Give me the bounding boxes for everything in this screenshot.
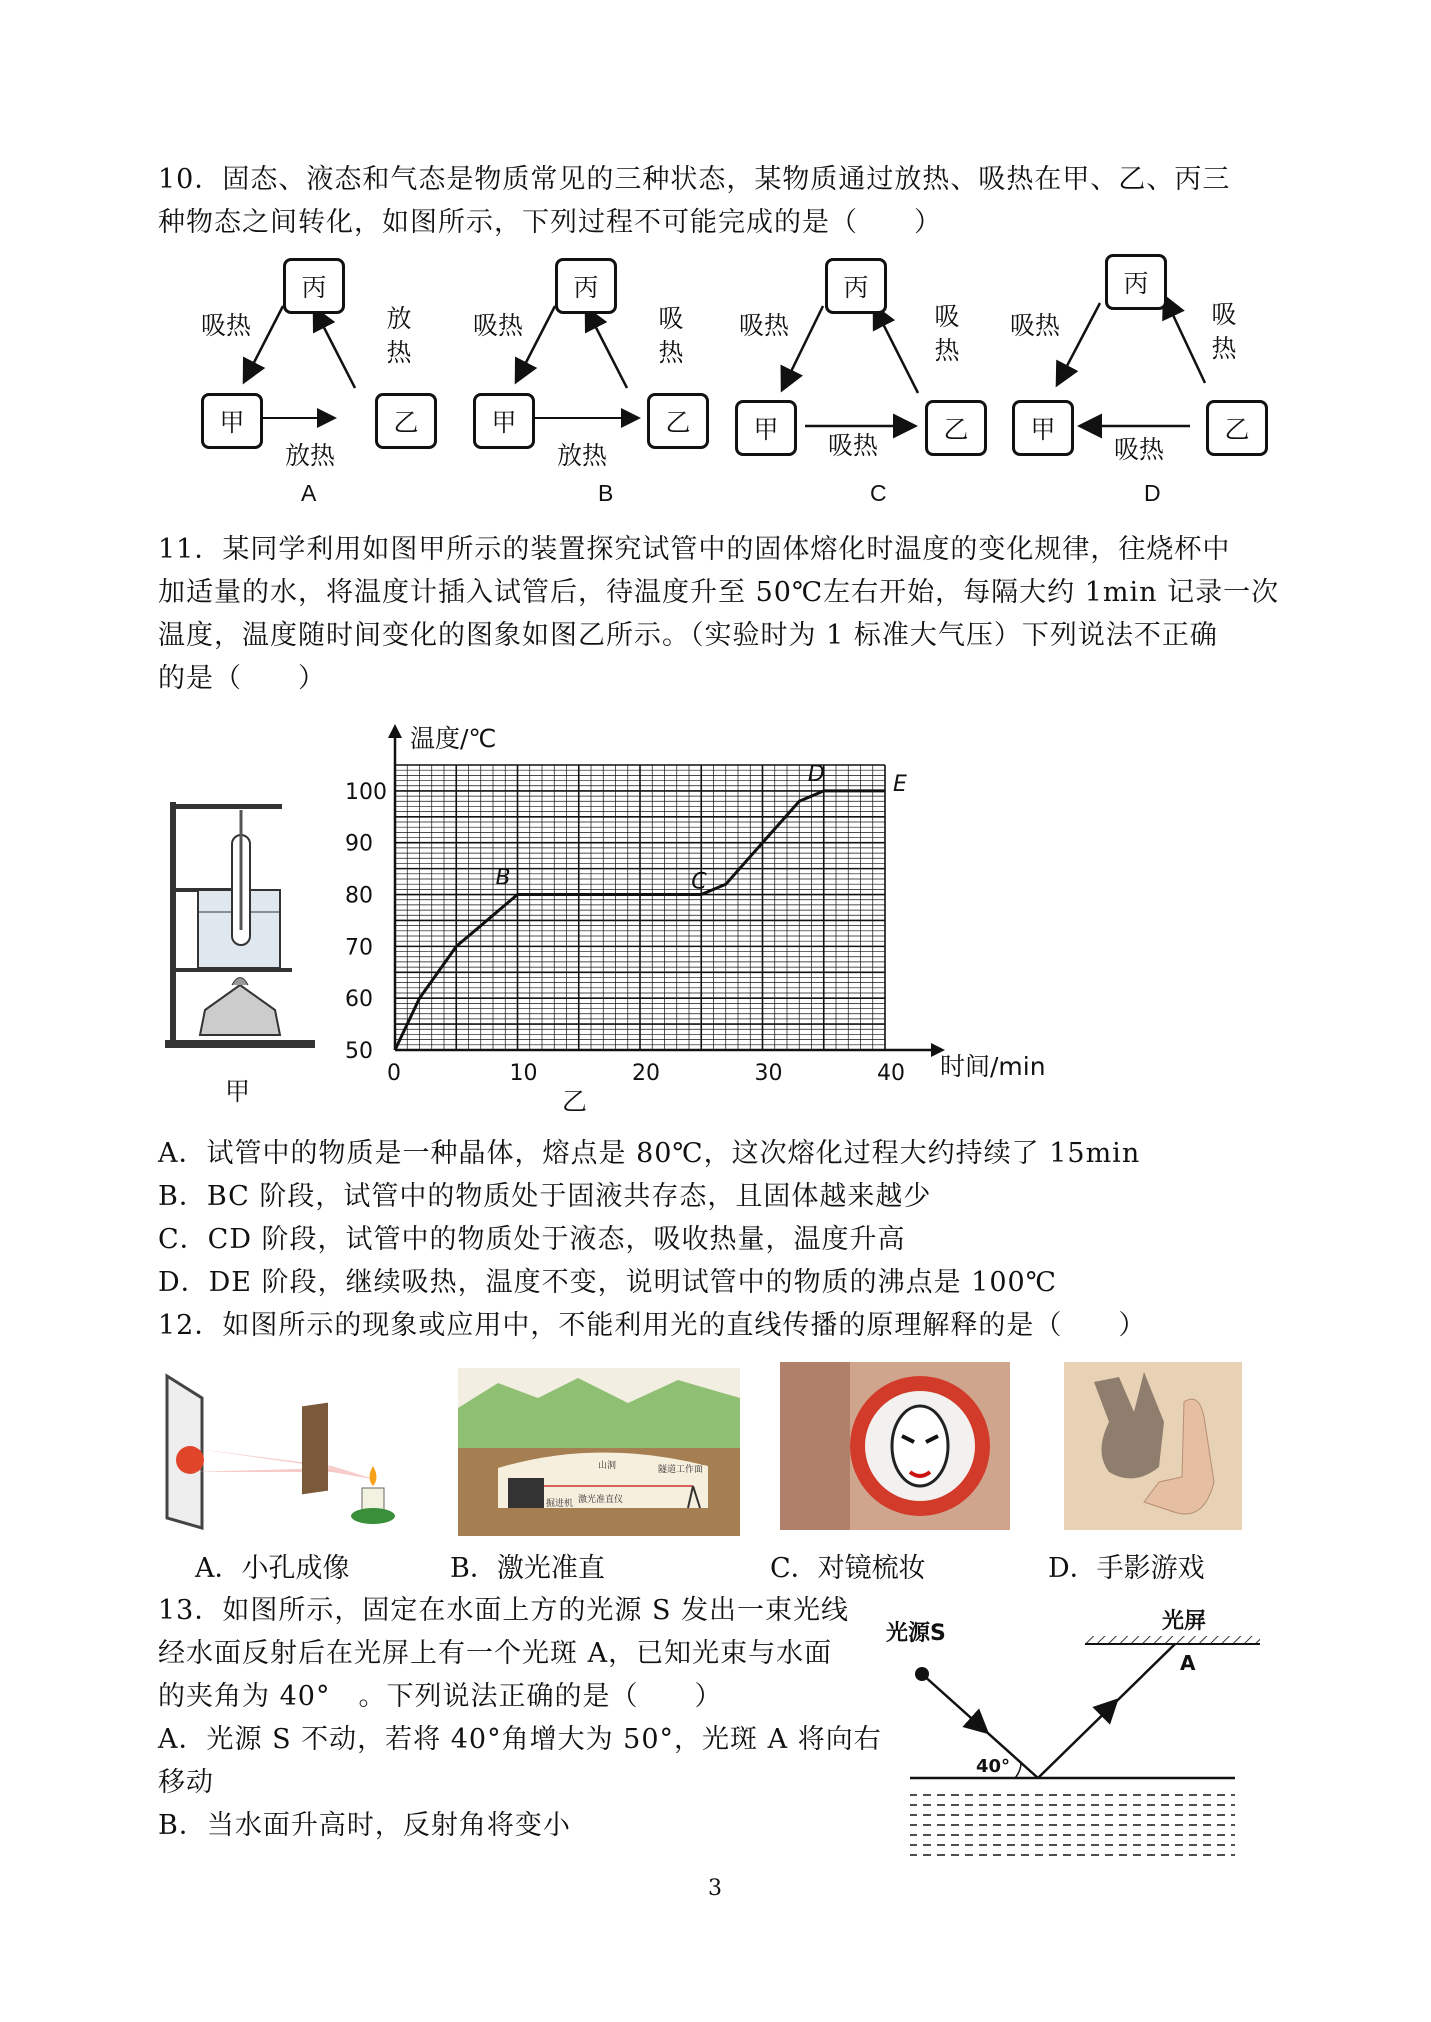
q10-c-bottom-label: 吸热 bbox=[828, 431, 879, 460]
q10-c-right-label: 吸热 bbox=[934, 302, 960, 365]
q10-d-letter: D bbox=[1144, 480, 1161, 506]
chart-x-tick-label: 0 bbox=[387, 1061, 401, 1086]
q10-d-bottom-label: 吸热 bbox=[1114, 435, 1165, 464]
q10-c-box-top: 丙 bbox=[825, 258, 887, 314]
q10-b-letter: B bbox=[598, 480, 614, 506]
q10-b-right-label: 吸热 bbox=[658, 304, 684, 367]
q12-b-label-machine: 掘进机 bbox=[546, 1499, 574, 1509]
chart-y-tick-label: 60 bbox=[345, 987, 373, 1013]
q10-b-bottom-label: 放热 bbox=[557, 441, 608, 470]
q11-option-c: C．CD 阶段，试管中的物质处于液态，吸收热量，温度升高 bbox=[158, 1224, 906, 1255]
q10-a-bottom-label: 放热 bbox=[285, 441, 336, 470]
q13-angle-label: 40° bbox=[976, 1756, 1011, 1777]
chart-y-tick-label: 90 bbox=[345, 831, 373, 857]
chart-y-tick-label: 70 bbox=[345, 935, 373, 961]
q10-diagram-a bbox=[195, 258, 445, 508]
q13-text-line3: 的夹角为 40° 。下列说法正确的是（ ） bbox=[158, 1681, 723, 1712]
chart-y-tick-label: 100 bbox=[345, 779, 387, 805]
q12-text-line1: 12．如图所示的现象或应用中，不能利用光的直线传播的原理解释的是（ ） bbox=[158, 1310, 1147, 1341]
q12-b-label-laser: 激光准直仪 bbox=[578, 1495, 624, 1505]
q12-picture-mirror bbox=[780, 1362, 1010, 1530]
chart-point-label-b: B bbox=[495, 865, 511, 891]
q10-b-box-top: 丙 bbox=[555, 258, 617, 314]
q10-c-box-right: 乙 bbox=[925, 400, 987, 456]
q13-source-label: 光源S bbox=[886, 1621, 946, 1646]
q12-caption-d: D．手影游戏 bbox=[1048, 1553, 1205, 1584]
q13-screen-label: 光屏 bbox=[1162, 1609, 1207, 1634]
q10-b-left-label: 吸热 bbox=[473, 311, 524, 340]
chart-point-label-c: C bbox=[691, 869, 707, 895]
chart-y-tick-label: 50 bbox=[345, 1039, 373, 1064]
q13-option-a-line1: A．光源 S 不动，若将 40°角增大为 50°，光斑 A 将向右 bbox=[158, 1724, 882, 1755]
q10-d-box-left: 甲 bbox=[1012, 400, 1074, 456]
q10-d-left-label: 吸热 bbox=[1010, 311, 1061, 340]
q10-a-left-label: 吸热 bbox=[201, 311, 252, 340]
q13-text-line1: 13．如图所示，固定在水面上方的光源 S 发出一束光线 bbox=[158, 1595, 850, 1626]
q11-option-d: D．DE 阶段，继续吸热，温度不变，说明试管中的物质的沸点是 100℃ bbox=[158, 1267, 1057, 1298]
q10-b-box-right: 乙 bbox=[647, 393, 709, 449]
q12-b-label-face: 隧道工作面 bbox=[658, 1465, 704, 1475]
q10-diagram-c bbox=[733, 258, 1003, 508]
q10-diagram-d bbox=[1010, 258, 1280, 508]
page-number: 3 bbox=[708, 1876, 722, 1901]
q12-b-label-shandong: 山洞 bbox=[598, 1461, 617, 1471]
q10-a-letter: A bbox=[301, 480, 317, 506]
chart-x-tick-label: 40 bbox=[877, 1061, 905, 1086]
q10-text-line1: 10．固态、液态和气态是物质常见的三种状态，某物质通过放热、吸热在甲、乙、丙三 bbox=[158, 164, 1231, 195]
q10-a-box-top: 丙 bbox=[283, 258, 345, 314]
q12-caption-c: C．对镜梳妆 bbox=[770, 1553, 926, 1584]
q13-option-b: B．当水面升高时，反射角将变小 bbox=[158, 1810, 571, 1841]
q10-b-box-left: 甲 bbox=[473, 393, 535, 449]
q10-d-box-right: 乙 bbox=[1206, 400, 1268, 456]
q10-a-box-right: 乙 bbox=[375, 393, 437, 449]
q11-text-line4: 的是（ ） bbox=[158, 663, 326, 694]
q13-spot-label: A bbox=[1180, 1651, 1196, 1675]
q13-text-line2: 经水面反射后在光屏上有一个光斑 A，已知光束与水面 bbox=[158, 1638, 833, 1669]
chart-y-tick-label: 80 bbox=[345, 883, 373, 909]
q12-picture-laser bbox=[458, 1368, 740, 1536]
chart-y-axis-arrow bbox=[388, 724, 402, 738]
chart-xlabel: 时间/min bbox=[940, 1052, 1046, 1081]
q11-text-line1: 11．某同学利用如图甲所示的装置探究试管中的固体熔化时温度的变化规律，往烧杯中 bbox=[158, 534, 1231, 565]
q11-option-a: A．试管中的物质是一种晶体，熔点是 80℃，这次熔化过程大约持续了 15min bbox=[158, 1138, 1141, 1169]
q11-apparatus-figure bbox=[160, 790, 330, 1060]
q12-picture-hand-shadow bbox=[1064, 1362, 1242, 1530]
chart-point-label-e: E bbox=[893, 771, 907, 797]
q11-option-b: B．BC 阶段，试管中的物质处于固液共存态，且固体越来越少 bbox=[158, 1181, 932, 1212]
q11-chart-label: 乙 bbox=[562, 1087, 588, 1116]
q11-temperature-chart bbox=[330, 720, 1070, 1110]
q11-text-line3: 温度，温度随时间变化的图象如图乙所示。（实验时为 1 标准大气压）下列说法不正确 bbox=[158, 620, 1218, 651]
chart-ylabel: 温度/℃ bbox=[410, 724, 497, 753]
q10-a-box-left: 甲 bbox=[201, 393, 263, 449]
q12-caption-b: B．激光准直 bbox=[450, 1553, 605, 1584]
q10-c-letter: C bbox=[870, 480, 887, 506]
q13-option-a-line2: 移动 bbox=[158, 1767, 214, 1798]
q11-apparatus-label: 甲 bbox=[225, 1077, 251, 1106]
q10-diagram-b bbox=[467, 258, 717, 508]
chart-x-tick-label: 10 bbox=[509, 1061, 538, 1086]
q10-c-box-left: 甲 bbox=[735, 400, 797, 456]
q10-text-line2: 种物态之间转化，如图所示，下列过程不可能完成的是（ ） bbox=[158, 207, 942, 238]
q10-d-right-label: 吸热 bbox=[1211, 300, 1237, 363]
chart-x-tick-label: 20 bbox=[632, 1061, 660, 1086]
q10-c-left-label: 吸热 bbox=[739, 311, 790, 340]
q13-reflection-figure bbox=[880, 1600, 1280, 1870]
q10-a-right-label: 放热 bbox=[386, 304, 412, 367]
chart-point-label-d: D bbox=[807, 761, 825, 787]
q10-d-box-top: 丙 bbox=[1105, 254, 1167, 310]
q12-caption-a: A．小孔成像 bbox=[195, 1553, 350, 1584]
q12-picture-pinhole bbox=[162, 1368, 412, 1536]
q11-text-line2: 加适量的水，将温度计插入试管后，待温度升至 50℃左右开始，每隔大约 1min 记录一次 bbox=[158, 577, 1280, 608]
chart-x-tick-label: 30 bbox=[754, 1061, 783, 1086]
